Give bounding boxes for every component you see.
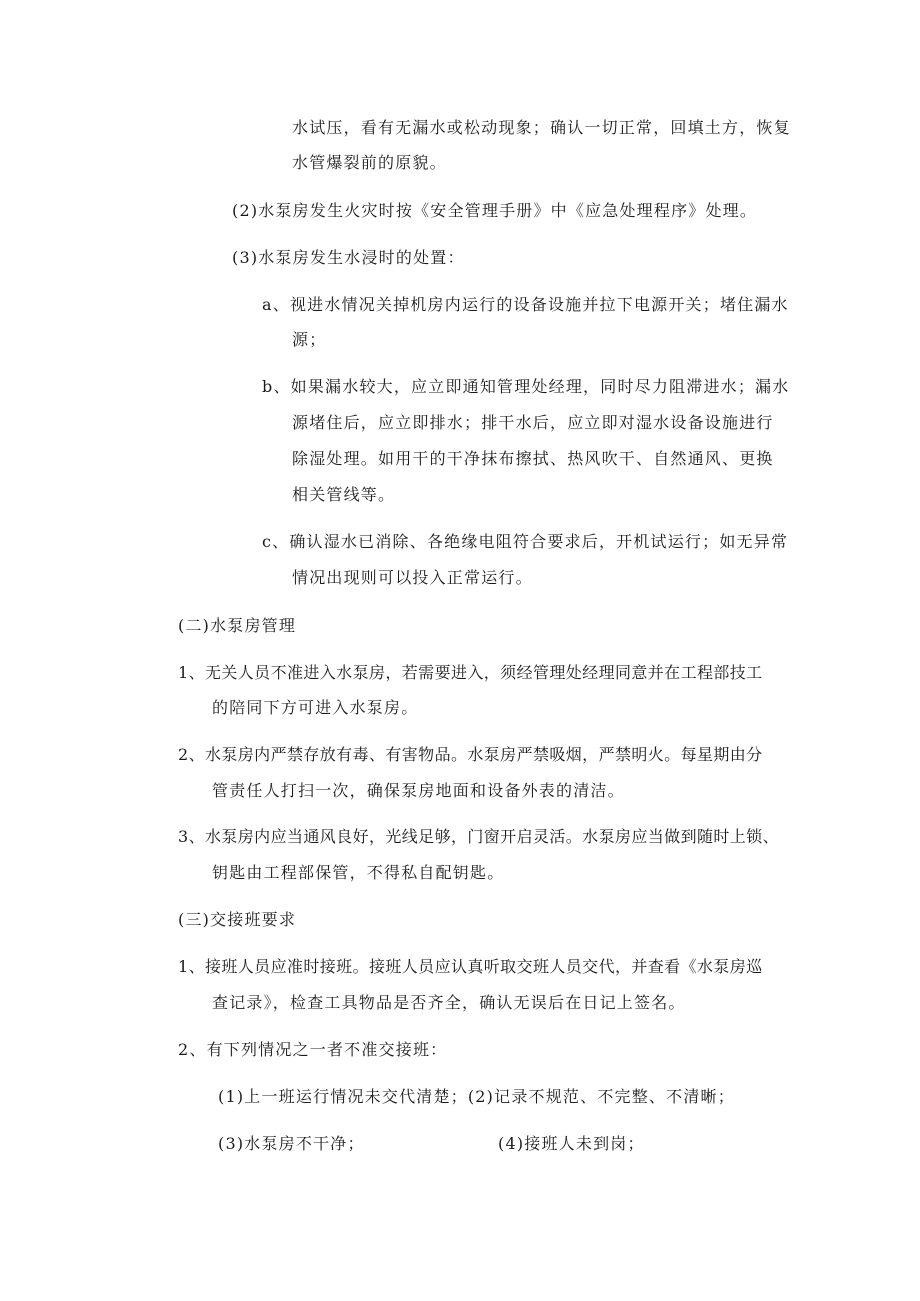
- text-line: 管责任人打扫一次，确保泵房地面和设备外表的清洁。: [212, 781, 625, 800]
- text-line: 除湿处理。如用干的干净抹布擦拭、热风吹干、自然通风、更换: [292, 449, 774, 468]
- text-line: 2、水泵房内严禁存放有毒、有害物品。水泵房严禁吸烟，严禁明火。每星期由分: [178, 745, 763, 764]
- section-heading: (二)水泵房管理: [178, 616, 297, 635]
- text-line: 情况出现则可以投入正常运行。: [292, 568, 533, 587]
- text-line: b、如果漏水较大，应立即通知管理处经理，同时尽力阻滞进水；漏水: [262, 377, 790, 396]
- section-heading: (三)交接班要求: [178, 910, 297, 929]
- text-line: 钥匙由工程部保管，不得私自配钥匙。: [212, 863, 505, 882]
- text-line: 水试压，看有无漏水或松动现象；确认一切正常，回填土方，恢复: [292, 118, 791, 137]
- text-line: 查记录》，检查工具物品是否齐全，确认无误后在日记上签名。: [212, 993, 686, 1012]
- text-line: (4)接班人未到岗；: [498, 1134, 645, 1153]
- text-line: (3)水泵房不干净；: [218, 1134, 365, 1153]
- text-line: 水管爆裂前的原貌。: [292, 153, 447, 172]
- text-line: (3)水泵房发生水浸时的处置：: [232, 248, 465, 267]
- text-line: 源；: [292, 330, 327, 349]
- text-line: 1、无关人员不准进入水泵房，若需要进入，须经管理处经理同意并在工程部技工: [178, 663, 763, 682]
- text-line: 相关管线等。: [292, 485, 396, 504]
- text-line: c、确认湿水已消除、各绝缘电阻符合要求后，开机试运行；如无异常: [262, 532, 789, 551]
- text-line: (2)水泵房发生火灾时按《安全管理手册》中《应急处理程序》处理。: [232, 201, 758, 220]
- text-line: 2、有下列情况之一者不准交接班：: [178, 1040, 448, 1059]
- text-line: 3、水泵房内应当通风良好，光线足够，门窗开启灵活。水泵房应当做到随时上锁、: [178, 827, 779, 846]
- text-line: a、视进水情况关掉机房内运行的设备设施并拉下电源开关；堵住漏水: [262, 295, 789, 314]
- text-line: (1)上一班运行情况未交代清楚；(2)记录不规范、不完整、不清晰；: [218, 1087, 735, 1106]
- text-line: 1、接班人员应准时接班。接班人员应认真听取交班人员交代，并查看《水泵房巡: [178, 957, 763, 976]
- text-line: 源堵住后，应立即排水；排干水后，应立即对湿水设备设施进行: [292, 413, 774, 432]
- text-line: 的陪同下方可进入水泵房。: [212, 698, 419, 717]
